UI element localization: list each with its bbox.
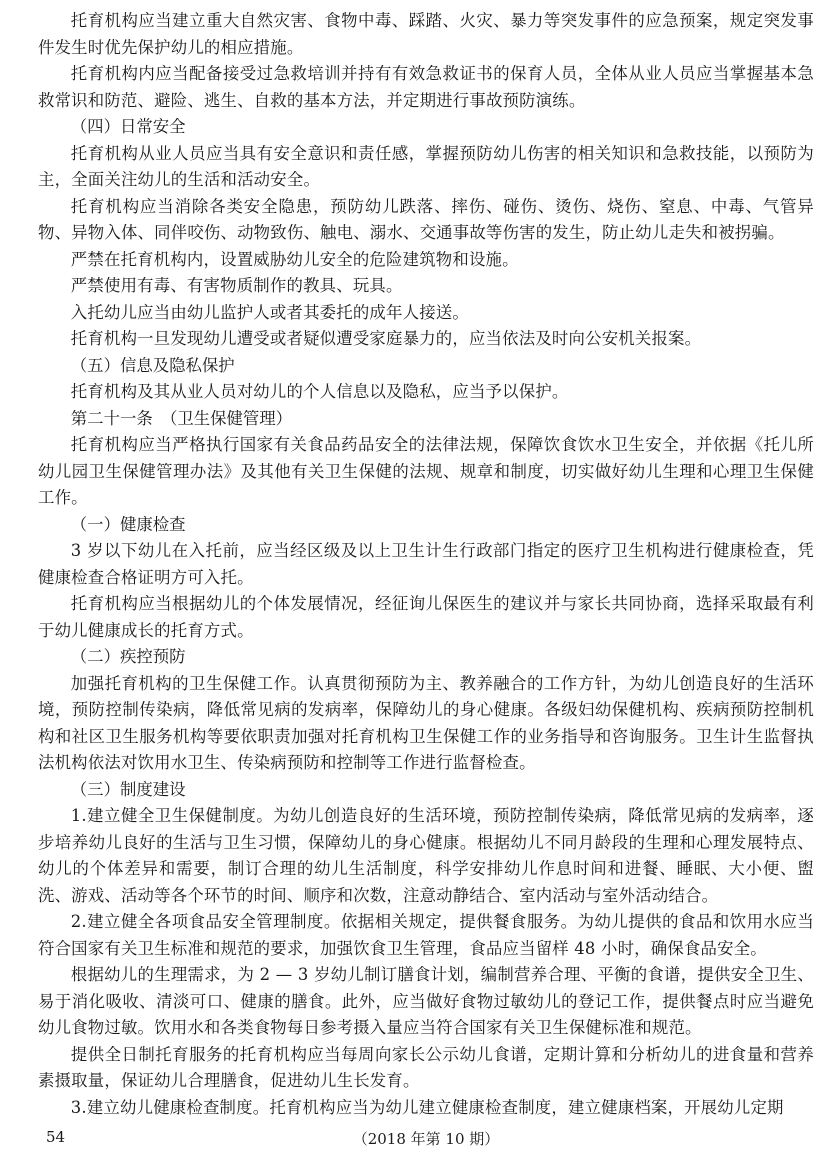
paragraph: 托育机构从业人员应当具有安全意识和责任感，掌握预防幼儿伤害的相关知识和急救技能，以预防为主，全面关注幼儿的生活和活动安全。 — [38, 143, 814, 189]
paragraph: 托育机构一旦发现幼儿遭受或者疑似遭受家庭暴力的，应当依法及时向公安机关报案。 — [70, 329, 702, 348]
paragraph: 严禁使用有毒、有害物质制作的教具、玩具。 — [70, 276, 403, 295]
section-heading: （四）日常安全 — [70, 117, 186, 136]
paragraph: 提供全日制托育服务的托育机构应当每周向家长公示幼儿食谱，定期计算和分析幼儿的进食量和营养素摄取量，保证幼儿合理膳食，促进幼儿生长发育。 — [38, 1044, 814, 1090]
section-heading: （五）信息及隐私保护 — [70, 355, 235, 375]
paragraph: 托育机构应当消除各类安全隐患，预防幼儿跌落、摔伤、碰伤、烫伤、烧伤、窒息、中毒、气管异物、异物入体、同伴咬伤、动物致伤、触电、溺水、交通事故等伤害的发生，防止幼儿走失和被拐骗。 — [38, 196, 814, 242]
paragraph: 加强托育机构的卫生保健工作。认真贯彻预防为主、教养融合的工作方针，为幼儿创造良好的生活环境，预防控制传染病，降低常见病的发病率，保障幼儿的身心健康。各级妇幼保健机构、疾病预防控制机构和社区卫生服务机构等要依职责加强对托育机构卫生保健工作的业务指导和咨询服务。卫生计生监督执法机构依法对饮用水卫生、传染病预防和控制等工作进行监督检查。 — [38, 673, 814, 772]
section-heading: （三）制度建设 — [70, 779, 186, 799]
issue-label: （2018 年第 10 期） — [352, 1130, 500, 1148]
section-heading: 第二十一条 （卫生保健管理） — [70, 408, 293, 428]
paragraph: 入托幼儿应当由幼儿监护人或者其委托的成年人接送。 — [70, 302, 469, 322]
paragraph: 托育机构及其从业人员对幼儿的个人信息以及隐私，应当予以保护。 — [70, 382, 569, 401]
page-footer — [38, 1128, 814, 1152]
paragraph: 托育机构内应当配备接受过急救培训并持有有效急救证书的保育人员，全体从业人员应当掌握基本急救常识和防范、避险、逃生、自救的基本方法，并定期进行事故预防演练。 — [38, 64, 814, 110]
page-number: 54 — [46, 1128, 66, 1146]
paragraph: 1.建立健全卫生保健制度。为幼儿创造良好的生活环境，预防控制传染病，降低常见病的发病率，逐步培养幼儿良好的生活与卫生习惯，保障幼儿的身心健康。根据幼儿不同月龄段的生理和心理发展特点、幼儿的个体差异和需要，制订合理的幼儿生活制度，科学安排幼儿作息时间和进餐、睡眠、大小便、盥洗、游戏、活动等各个环节的时间、顺序和次数，注意动静结合、室内活动与室外活动结合。 — [38, 806, 814, 905]
section-heading: （二）疾控预防 — [70, 647, 186, 666]
paragraph: 严禁在托育机构内，设置威胁幼儿安全的危险建筑物和设施。 — [70, 249, 519, 269]
document-body — [38, 8, 814, 1121]
paragraph: 3.建立幼儿健康检查制度。托育机构应当为幼儿建立健康检查制度，建立健康档案，开展幼儿定期 — [70, 1097, 784, 1117]
paragraph: 托育机构应当建立重大自然灾害、食物中毒、踩踏、火灾、暴力等突发事件的应急预案，规定突发事件发生时优先保护幼儿的相应措施。 — [38, 11, 814, 57]
paragraph: 2.建立健全各项食品安全管理制度。依据相关规定，提供餐食服务。为幼儿提供的食品和饮用水应当符合国家有关卫生标准和规范的要求，加强饮食卫生管理，食品应当留样 48 小时，确保食品安全。 — [38, 912, 814, 958]
paragraph: 托育机构应当根据幼儿的个体发展情况，经征询儿保医生的建议并与家长共同协商，选择采取最有利于幼儿健康成长的托育方式。 — [38, 594, 814, 640]
paragraph: 3 岁以下幼儿在入托前，应当经区级及以上卫生计生行政部门指定的医疗卫生机构进行健康检查，凭健康检查合格证明方可入托。 — [38, 541, 814, 587]
paragraph: 托育机构应当严格执行国家有关食品药品安全的法律法规，保障饮食饮水卫生安全，并依据《托儿所幼儿园卫生保健管理办法》及其他有关卫生保健的法规、规章和制度，切实做好幼儿生理和心理卫生保健工作。 — [38, 435, 814, 507]
paragraph: 根据幼儿的生理需求，为 2 — 3 岁幼儿制订膳食计划，编制营养合理、平衡的食谱，提供安全卫生、易于消化吸收、清淡可口、健康的膳食。此外，应当做好食物过敏幼儿的登记工作，提供餐点时应当避免幼儿食物过敏。饮用水和各类食物每日参考摄入量应当符合国家有关卫生保健标准和规范。 — [38, 965, 814, 1037]
section-heading: （一）健康检查 — [70, 514, 186, 534]
